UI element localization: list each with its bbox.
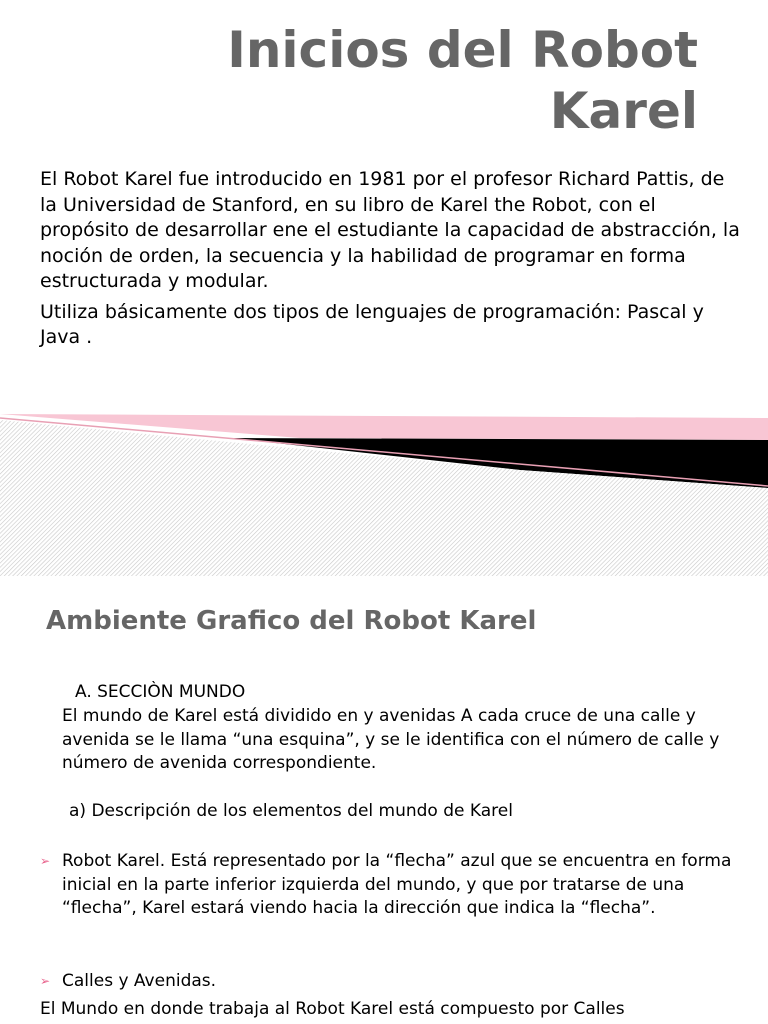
bullet-text: Robot Karel. Está representado por la “flecha” azul que se encuentra en forma inicial en la parte inferior izquierda del mundo, y que por tratarse de una “flecha”, Karel estará viendo hacia la dirección que indica la “flecha”. xyxy=(62,851,732,918)
bullet-item xyxy=(40,970,760,994)
final-line: El Mundo en donde trabaja al Robot Karel está compuesto por Calles xyxy=(40,999,625,1019)
slide1-paragraph-history: El Robot Karel fue introducido en 1981 por el profesor Richard Pattis, de la Universidad de Stanford, en su libro de Karel the Robot, con el propósito de desarrollar ene el estudiante la capacidad de abstracción, la noción de orden, la secuencia y la habilidad de programar en forma estructurada y modular. xyxy=(40,168,740,292)
bullet-item xyxy=(40,850,760,921)
slide1-body xyxy=(40,167,740,356)
bullet-arrow-icon: ➢ xyxy=(40,974,51,988)
slide1-paragraph-languages: Utiliza básicamente dos tipos de lenguajes de programación: Pascal y Java . xyxy=(40,300,704,348)
section-body: El mundo de Karel está dividido en y avenidas A cada cruce de una calle y avenida se le llama “una esquina”, y se le identifica con el número de calle y número de avenida correspondiente. xyxy=(62,706,720,773)
bullet-arrow-icon: ➢ xyxy=(40,854,51,868)
subheading: a) Descripción de los elementos del mundo de Karel xyxy=(69,801,513,821)
slide1-title xyxy=(98,20,698,142)
bullet-text: Calles y Avenidas. xyxy=(62,971,217,991)
decorative-swoosh-band xyxy=(0,410,768,576)
section-heading: A. SECCIÒN MUNDO xyxy=(75,682,246,702)
slide1-title-line1: Inicios del Robot xyxy=(227,21,698,79)
slide2-title: Ambiente Grafico del Robot Karel xyxy=(46,606,537,636)
slide1-title-line2: Karel xyxy=(549,82,698,140)
